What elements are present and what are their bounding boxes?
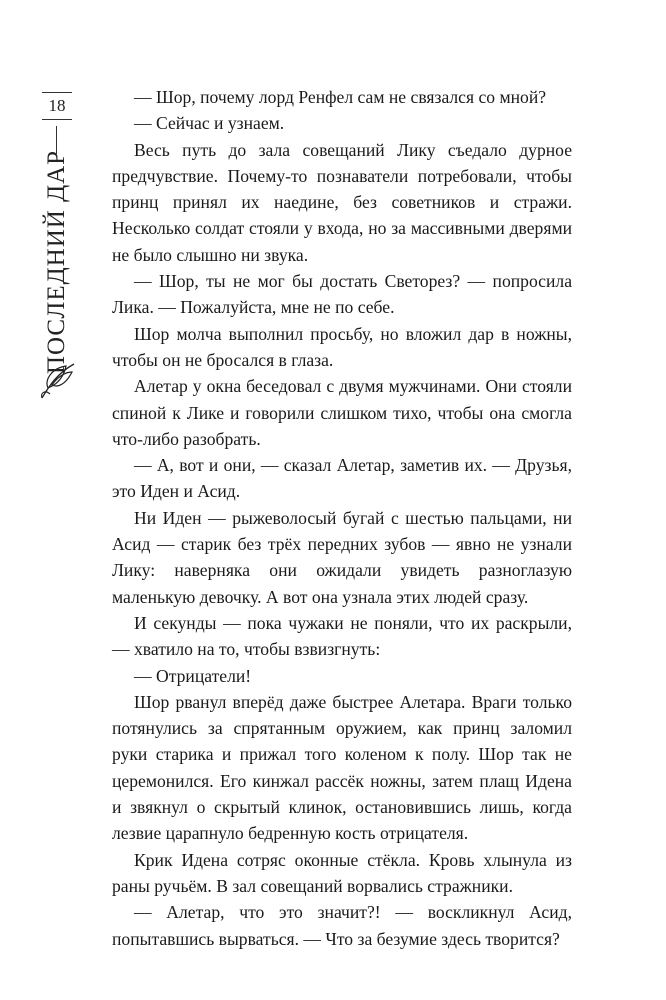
page-text	[112, 84, 572, 952]
paragraph: Шор рванул вперёд даже быстрее Алетара. Враги только потянулись за спрятанным оружием, как принц заломил руки старика и прижал того коленом к полу. Шор так не церемонился. Его кинжал рассёк ножны, затем плащ Идена и звякнул о скрытый клинок, остановившись лишь, когда лезвие царапнуло бедренную кость отрицателя.	[112, 691, 572, 844]
paragraph: — Сейчас и узнаем.	[134, 113, 285, 134]
paragraph: Весь путь до зала совещаний Лику съедало дурное предчувствие. Почему-то познаватели потребовали, чтобы принц принял их наедине, без советников и стражи. Несколько солдат стояли у входа, но за массивными дверями не было слышно ни звука.	[112, 139, 572, 265]
paragraph: — А, вот и они, — сказал Алетар, заметив их. — Друзья, это Иден и Асид.	[112, 455, 572, 502]
page-number-rule-bottom	[42, 119, 72, 120]
paragraph: Ни Иден — рыжеволосый бугай с шестью пальцами, ни Асид — старик без трёх передних зубов — явно не узнали Лику: наверняка они ожидали увидеть разноглазую маленькую девочку. А вот она узнала этих людей сразу.	[112, 507, 572, 607]
paragraph: Крик Идена сотряс оконные стёкла. Кровь хлынула из раны ручьём. В зал совещаний ворвались стражники.	[112, 849, 572, 896]
paragraph: — Шор, почему лорд Ренфел сам не связался со мной?	[134, 87, 547, 107]
feather-icon	[36, 358, 80, 402]
paragraph: — Алетар, что это значит?! — воскликнул Асид, попытавшись вырваться. — Что за безумие здесь творится?	[112, 902, 572, 949]
running-title: ПОСЛЕДНИЙ ДАР	[43, 149, 70, 375]
paragraph: — Отрицатели!	[134, 665, 252, 686]
page-number-rule-top	[42, 92, 72, 93]
page-sidebar	[0, 0, 100, 1000]
paragraph: И секунды — пока чужаки не поняли, что их раскрыли, — хватило на то, чтобы взвизгнуть:	[112, 612, 572, 660]
page-number: 18	[48, 96, 66, 115]
paragraph: Шор молча выполнил просьбу, но вложил дар в ножны, чтобы он не бросался в глаза.	[112, 323, 572, 370]
paragraph: Алетар у окна беседовал с двумя мужчинами. Они стояли спиной к Лике и говорили слишком тихо, чтобы она смогла что-либо разобрать.	[112, 376, 572, 449]
paragraph: — Шор, ты не мог бы достать Светорез? — попросила Лика. — Пожалуйста, мне не по себе.	[112, 271, 572, 318]
